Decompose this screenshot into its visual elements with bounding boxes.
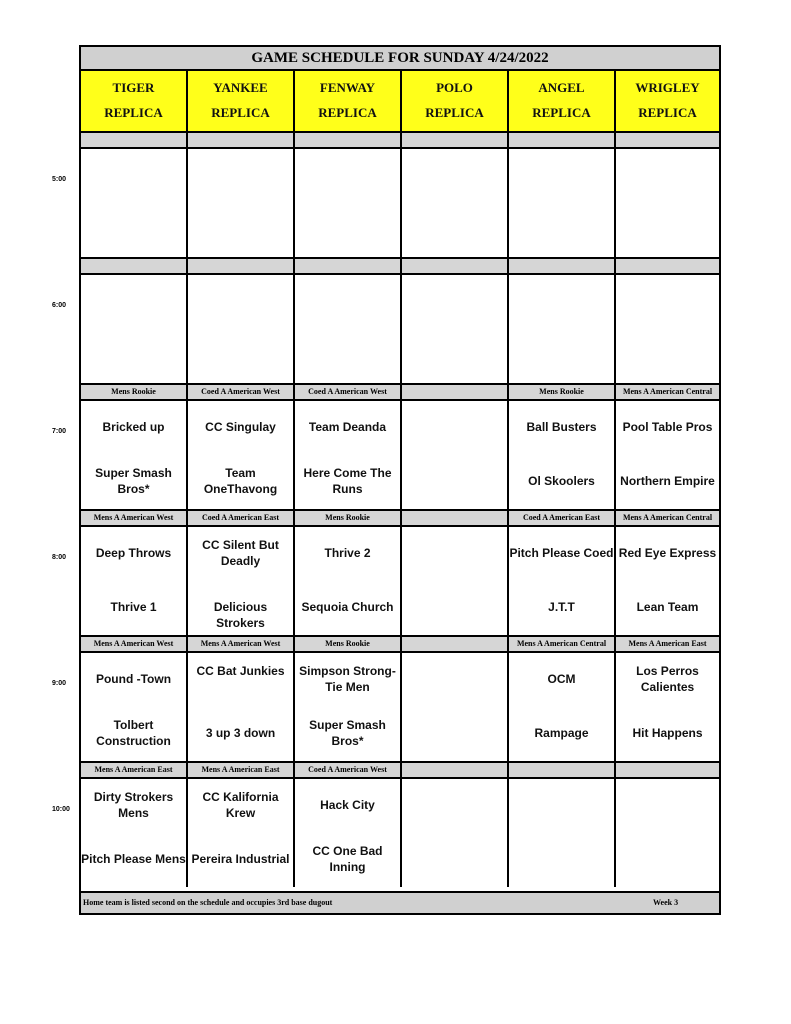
division-label	[295, 259, 402, 273]
visiting-team: Deep Throws	[95, 546, 172, 560]
field-name: WRIGLEY	[635, 80, 700, 95]
game-cell	[188, 275, 295, 383]
division-label	[402, 763, 509, 777]
game-slot-row	[81, 779, 719, 887]
division-bar	[81, 635, 719, 653]
field-name: POLO	[436, 80, 473, 95]
game-cell	[188, 527, 295, 635]
division-label: Mens A American West	[81, 637, 188, 651]
game-cell	[402, 149, 509, 257]
division-label	[81, 133, 188, 147]
visiting-team: Los Perros Calientes	[636, 664, 699, 694]
home-team: CC One Bad Inning	[312, 844, 383, 874]
game-cell	[616, 527, 719, 635]
game-cell	[81, 779, 188, 887]
visiting-team: Hack City	[320, 798, 375, 812]
time-label: 9:00	[52, 680, 67, 687]
division-label	[295, 133, 402, 147]
game-cell	[402, 401, 509, 509]
division-label	[509, 763, 616, 777]
visiting-team: Ball Busters	[526, 420, 597, 434]
division-label: Mens Rookie	[509, 385, 616, 399]
field-name: TIGER	[112, 80, 155, 95]
game-slot-row	[81, 275, 719, 383]
game-cell	[509, 401, 616, 509]
division-bar	[81, 761, 719, 779]
game-cell	[616, 275, 719, 383]
game-cell	[295, 653, 402, 761]
game-cell	[616, 779, 719, 887]
division-label: Mens A American East	[81, 763, 188, 777]
visiting-team: CC Bat Junkies	[196, 664, 285, 678]
game-cell	[188, 401, 295, 509]
time-label: 6:00	[52, 302, 67, 309]
game-cell	[188, 149, 295, 257]
home-team: 3 up 3 down	[205, 726, 276, 740]
field-header-tiger	[81, 71, 188, 131]
field-subtitle: REPLICA	[318, 105, 377, 120]
game-cell	[295, 401, 402, 509]
visiting-team: CC Kalifornia Krew	[202, 790, 279, 820]
game-cell	[402, 653, 509, 761]
division-label: Coed A American West	[295, 385, 402, 399]
home-team: Pereira Industrial	[191, 852, 290, 866]
division-label: Mens A American West	[188, 637, 295, 651]
field-header-polo	[402, 71, 509, 131]
division-bar	[81, 509, 719, 527]
visiting-team: Dirty Strokers Mens	[93, 790, 174, 820]
schedule-footer	[81, 891, 719, 913]
division-label	[402, 259, 509, 273]
home-team: Northern Empire	[620, 474, 715, 488]
division-label	[402, 637, 509, 651]
division-label	[509, 259, 616, 273]
home-team: Ol Skoolers	[528, 474, 595, 488]
visiting-team: CC Singulay	[205, 420, 276, 434]
division-label	[402, 133, 509, 147]
division-label	[402, 511, 509, 525]
schedule-table	[79, 45, 721, 915]
time-label: 7:00	[52, 428, 67, 435]
visiting-team: CC Silent But Deadly	[202, 538, 279, 568]
game-cell	[81, 653, 188, 761]
home-team: Sequoia Church	[301, 600, 394, 614]
game-cell	[509, 779, 616, 887]
game-cell	[616, 149, 719, 257]
field-subtitle: REPLICA	[532, 105, 591, 120]
division-label	[616, 133, 719, 147]
game-cell	[295, 527, 402, 635]
division-bar	[81, 383, 719, 401]
field-subtitle: REPLICA	[425, 105, 484, 120]
game-cell	[402, 275, 509, 383]
division-label: Mens A American East	[628, 639, 707, 648]
field-header-fenway	[295, 71, 402, 131]
division-label: Mens Rookie	[295, 637, 402, 651]
division-label	[188, 259, 295, 273]
home-team: Tolbert Construction	[96, 718, 171, 748]
division-label: Coed A American West	[188, 385, 295, 399]
division-label: Mens A American Central	[622, 513, 713, 522]
game-cell	[616, 653, 719, 761]
time-label: 8:00	[52, 554, 67, 561]
division-label	[509, 133, 616, 147]
game-cell	[509, 149, 616, 257]
week-label: Week 3	[653, 898, 679, 907]
division-label	[402, 385, 509, 399]
visiting-team: Simpson Strong-Tie Men	[299, 664, 396, 694]
home-team: Pitch Please Mens	[81, 852, 186, 866]
home-team: Team OneThavong	[203, 466, 278, 496]
home-team: Here Come The Runs	[303, 466, 392, 496]
home-team: Super Smash Bros*	[95, 466, 172, 496]
home-team: Delicious Strokers	[213, 600, 268, 630]
game-cell	[188, 779, 295, 887]
game-cell	[402, 779, 509, 887]
division-label	[616, 763, 719, 777]
game-cell	[616, 401, 719, 509]
visiting-team: Pool Table Pros	[622, 420, 713, 434]
home-team: Hit Happens	[632, 726, 703, 740]
time-label: 5:00	[52, 176, 67, 183]
division-bar	[81, 131, 719, 149]
field-subtitle: REPLICA	[211, 105, 270, 120]
game-cell	[81, 401, 188, 509]
division-label: Mens A American East	[188, 763, 295, 777]
division-bar	[81, 257, 719, 275]
game-cell	[81, 527, 188, 635]
division-label: Coed A American West	[295, 763, 402, 777]
field-name: FENWAY	[319, 80, 376, 95]
game-slot-row	[81, 653, 719, 761]
field-subtitle: REPLICA	[638, 105, 697, 120]
division-label: Mens Rookie	[295, 511, 402, 525]
division-label	[81, 259, 188, 273]
field-header-wrigley	[616, 71, 719, 131]
visiting-team: Bricked up	[102, 420, 165, 434]
schedule-title: GAME SCHEDULE FOR SUNDAY 4/24/2022	[81, 47, 719, 71]
game-slot-row	[81, 527, 719, 635]
visiting-team: Red Eye Express	[618, 546, 717, 560]
game-slot-row	[81, 401, 719, 509]
game-cell	[81, 149, 188, 257]
field-header-row	[81, 71, 719, 131]
visiting-team: Team Deanda	[308, 420, 387, 434]
game-cell	[509, 653, 616, 761]
visiting-team: Pound -Town	[95, 672, 172, 686]
game-slot-row	[81, 149, 719, 257]
field-header-yankee	[188, 71, 295, 131]
field-subtitle: REPLICA	[104, 105, 163, 120]
game-cell	[295, 149, 402, 257]
division-label	[616, 259, 719, 273]
game-cell	[188, 653, 295, 761]
visiting-team: Thrive 2	[324, 546, 371, 560]
time-label: 10:00	[52, 806, 70, 813]
division-label: Mens A American Central	[509, 637, 616, 651]
game-cell	[81, 275, 188, 383]
division-label: Coed A American East	[188, 511, 295, 525]
home-team: Lean Team	[636, 600, 699, 614]
visiting-team: OCM	[547, 672, 576, 686]
visiting-team: Pitch Please Coed	[509, 546, 614, 560]
field-header-angel	[509, 71, 616, 131]
game-cell	[509, 527, 616, 635]
home-team: Super Smash Bros*	[309, 718, 386, 748]
home-team: J.T.T	[548, 600, 575, 614]
home-team-note: Home team is listed second on the schedule and occupies 3rd base dugout	[83, 898, 333, 907]
division-label: Mens A American Central	[622, 387, 713, 396]
field-name: YANKEE	[213, 80, 268, 95]
division-label	[188, 133, 295, 147]
field-name: ANGEL	[538, 80, 585, 95]
game-cell	[402, 527, 509, 635]
game-cell	[295, 275, 402, 383]
home-team: Rampage	[534, 726, 589, 740]
game-cell	[509, 275, 616, 383]
game-cell	[295, 779, 402, 887]
division-label: Mens Rookie	[81, 385, 188, 399]
home-team: Thrive 1	[110, 600, 157, 614]
division-label: Coed A American East	[509, 511, 616, 525]
division-label: Mens A American West	[81, 511, 188, 525]
